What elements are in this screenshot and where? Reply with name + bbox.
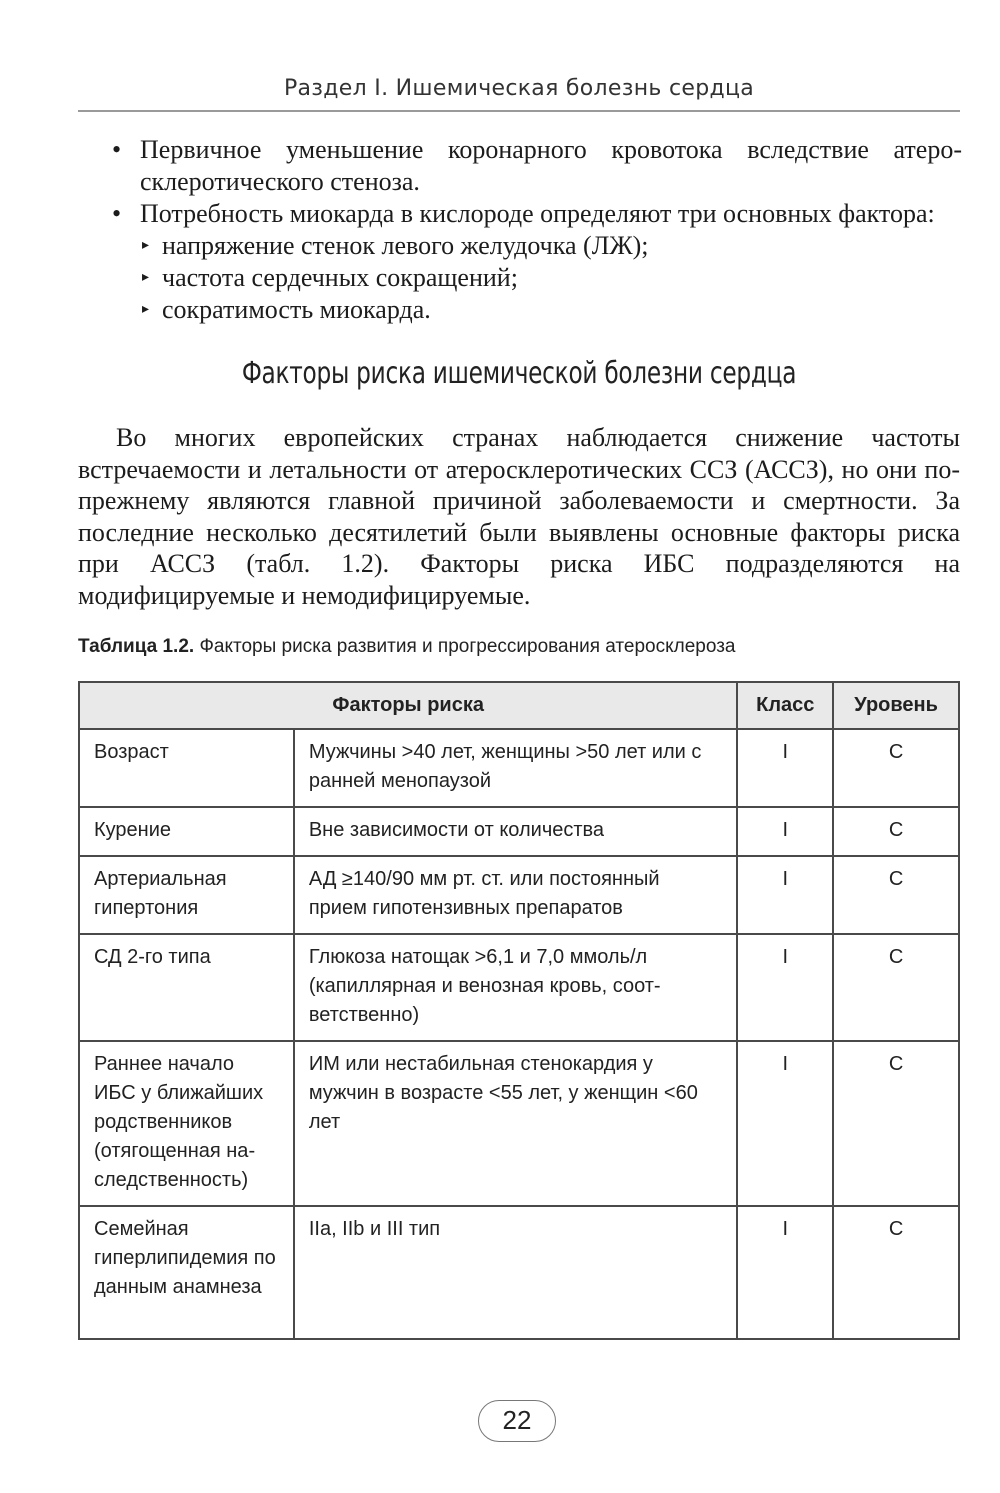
cell-level: C [833, 807, 959, 856]
cell-criteria: ИМ или нестабильная стенокардия у мужчин в возрасте <55 лет, у женщин <60 лет [294, 1041, 738, 1206]
cell-factor: Артериальная гипертония [79, 856, 294, 934]
header-rule [78, 110, 960, 112]
cell-level: C [833, 729, 959, 807]
table-row [79, 807, 959, 856]
running-head: Раздел I. Ишемическая болезнь сердца [283, 76, 755, 101]
table-row [79, 1206, 959, 1339]
bullet-dot-icon: • [112, 199, 122, 228]
cell-class: I [737, 1206, 833, 1339]
header-level: Уровень [833, 682, 959, 729]
bullet-item [112, 134, 962, 198]
cell-criteria: АД ≥140/90 мм рт. ст. или постоянный прием гипотензивных препаратов [294, 856, 738, 934]
triangle-bullet-icon: ▸ [142, 238, 150, 253]
cell-class: I [737, 807, 833, 856]
cell-level: C [833, 856, 959, 934]
cell-class: I [737, 856, 833, 934]
sub-bullet-text: напряжение стенок левого желудочка (ЛЖ); [162, 231, 649, 260]
header-factors: Факторы риска [79, 682, 737, 729]
cell-factor: Курение [79, 807, 294, 856]
cell-criteria: Вне зависимости от количества [294, 807, 738, 856]
cell-factor: СД 2-го типа [79, 934, 294, 1041]
triangle-bullet-icon: ▸ [142, 302, 150, 317]
cell-criteria: Глюкоза натощак >6,1 и 7,0 ммоль/л (капиллярная и венозная кровь, соответственно) [294, 934, 738, 1041]
bullet-text: Первичное уменьшение коронарного кровотока вследствие атеросклеротического стеноза. [140, 135, 962, 196]
sub-bullet-item [112, 294, 962, 326]
cell-level: C [833, 1041, 959, 1206]
cell-class: I [737, 1041, 833, 1206]
cell-factor: Семейная гиперлипидемия по данным анамнеза [79, 1206, 294, 1339]
bullet-item [112, 198, 962, 230]
page-number: 22 [478, 1400, 556, 1442]
table-caption [78, 636, 960, 658]
sub-bullet-text: частота сердечных сокращений; [162, 263, 518, 292]
sub-bullet-item [112, 230, 962, 262]
section-title: Факторы риска ишемической болезни сердца [241, 356, 797, 391]
cell-factor: Раннее начало ИБС у ближайших родственников (отягощенная наследственность) [79, 1041, 294, 1206]
table-row [79, 934, 959, 1041]
header-class: Класс [737, 682, 833, 729]
body-paragraph: Во многих европейских странах наблюдается снижение частоты встречаемости и летальности от атеросклеротических ССЗ (АССЗ), но они по-прежнему являются главной причиной заболеваемости и смертности. За последние несколько десятилетий были выявлены основные факторы риска при АССЗ (табл. 1.2). Факторы риска ИБС подразделяются на модифицируемые и немодифицируемые. [78, 423, 960, 610]
sub-bullet-text: сократимость миокарда. [162, 295, 431, 324]
table-row [79, 729, 959, 807]
cell-criteria: Мужчины >40 лет, женщины >50 лет или с ранней менопаузой [294, 729, 738, 807]
bullet-dot-icon: • [112, 135, 122, 164]
table-caption-label: Таблица 1.2. [78, 636, 195, 657]
cell-class: I [737, 934, 833, 1041]
cell-factor: Возраст [79, 729, 294, 807]
cell-level: C [833, 934, 959, 1041]
cell-level: C [833, 1206, 959, 1339]
triangle-bullet-icon: ▸ [142, 270, 150, 285]
table-row [79, 856, 959, 934]
table-header-row [79, 682, 959, 729]
bullet-text: Потребность миокарда в кислороде определяют три основных фактора: [140, 199, 935, 228]
table-caption-text: Факторы риска развития и прогрессирования атеросклероза [194, 636, 736, 657]
risk-factors-table [78, 681, 960, 1340]
cell-criteria: IIa, IIb и III тип [294, 1206, 738, 1339]
sub-bullet-item [112, 262, 962, 294]
table-row [79, 1041, 959, 1206]
bullet-list [112, 134, 962, 326]
cell-class: I [737, 729, 833, 807]
